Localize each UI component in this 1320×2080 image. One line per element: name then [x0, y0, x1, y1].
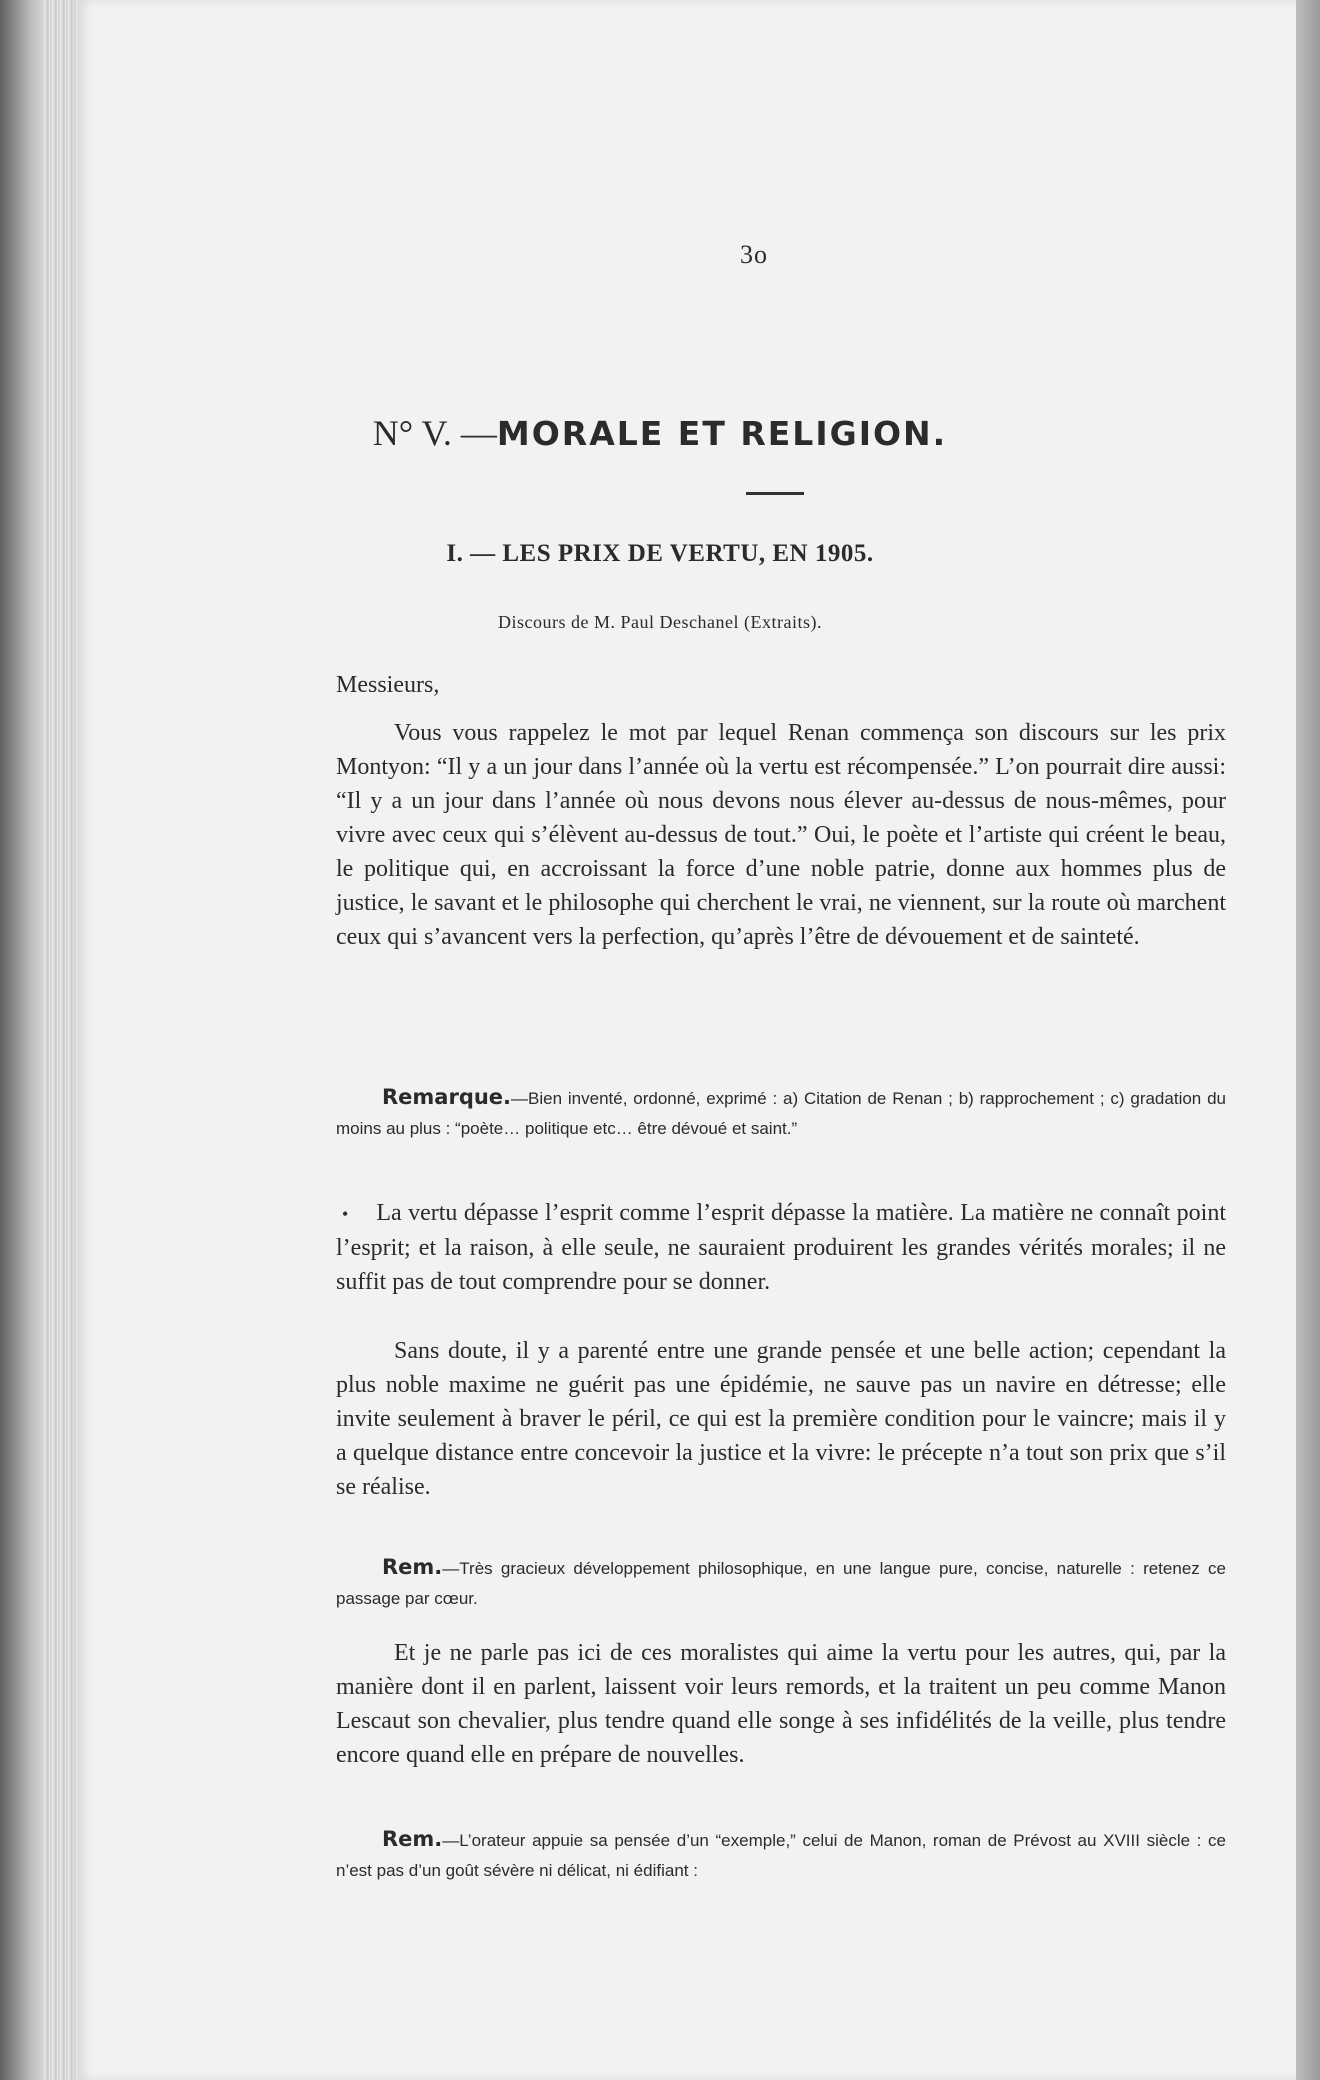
paragraph-4: Et je ne parle pas ici de ces moralistes qui aime la vertu pour les autres, qui, par la manière dont il en parlent, laissent voir leurs remords, et la traitent un peu comme Manon Lescaut son chevalier, plus tendre quand elle songe à ses infidélités de la veille, plus tendre encore quand elle en prépare de nouvelles. — [336, 1640, 1226, 1768]
remark-text: —Bien inventé, ordonné, exprimé : a) Citation de Renan ; b) rapprochement ; c) gradation du moins au plus : “poète… politique etc… être dévoué et saint.” — [336, 1089, 1226, 1138]
remark-label: Rem. — [382, 1555, 443, 1579]
remark-label: Remarque. — [382, 1085, 512, 1109]
book-spine — [0, 0, 42, 2080]
paragraph-1: Vous vous rappelez le mot par lequel Renan commença son discours sur les prix Montyon: “Il y a un jour dans l’année où la vertu est récompensée.” L’on pourrait dire aussi: “Il y a un jour dans l’année où nous devons nous élever au-dessus de nous-mêmes, pour vivre avec ceux qui s’élèvent au-dessus de tout.” Oui, le poète et l’artiste qui créent le beau, le politique qui, en accroissant la force d’une noble patrie, donne aux hommes plus de justice, le savant et le philosophe qui cherchent le vrai, ne viennent, sur la route où marchent ceux qui s’avancent vers la perfection, qu’après l’être de dévouement et de sainteté. — [336, 720, 1226, 950]
salutation: Messieurs, — [336, 672, 440, 698]
page-edges — [42, 0, 82, 2080]
bullet-icon: • — [342, 1204, 349, 1224]
chapter-subtitle: I. — LES PRIX DE VERTU, EN 1905. — [446, 540, 874, 567]
section-heading: MORALE ET RELIGION. — [496, 414, 948, 453]
page-shadow — [1296, 0, 1320, 2080]
section-number: N° V. — [372, 413, 452, 453]
remark-text: —L’orateur appuie sa pensée d’un “exemple,” celui de Manon, roman de Prévost au XVIII siècle : ce n’est pas d’un goût sévère ni délicat, ni édifiant : — [336, 1831, 1226, 1880]
page-number: 3o — [740, 240, 768, 269]
remark-label: Rem. — [382, 1827, 443, 1851]
section-dash: — — [460, 413, 497, 453]
remark-text: —Très gracieux développement philosophique, en une langue pure, concise, naturelle : retenez ce passage par cœur. — [336, 1559, 1226, 1608]
remark-1 — [336, 1082, 1226, 1144]
remark-2 — [336, 1552, 1226, 1614]
section-title — [0, 412, 1320, 454]
paragraph-2-text: La vertu dépasse l’esprit comme l’esprit dépasse la matière. La matière ne connaît point l’esprit; et la raison, à elle seule, ne sauraient produirent les grandes vérités morales; il ne suffit pas de tout comprendre pour se donner. — [336, 1200, 1226, 1295]
remark-3 — [336, 1824, 1226, 1886]
speech-credit: Discours de M. Paul Deschanel (Extraits). — [498, 612, 822, 632]
paragraph-3: Sans doute, il y a parenté entre une grande pensée et une belle action; cependant la plus noble maxime ne guérit pas une épidémie, ne sauve pas un navire en détresse; elle invite seulement à braver le péril, ce qui est la première condition pour le vaincre; mais il y a quelque distance entre concevoir la justice et la vivre: le précepte n’a tout son prix que s’il se réalise. — [336, 1338, 1226, 1500]
paragraph-2 — [336, 1196, 1226, 1299]
title-rule — [746, 492, 804, 495]
